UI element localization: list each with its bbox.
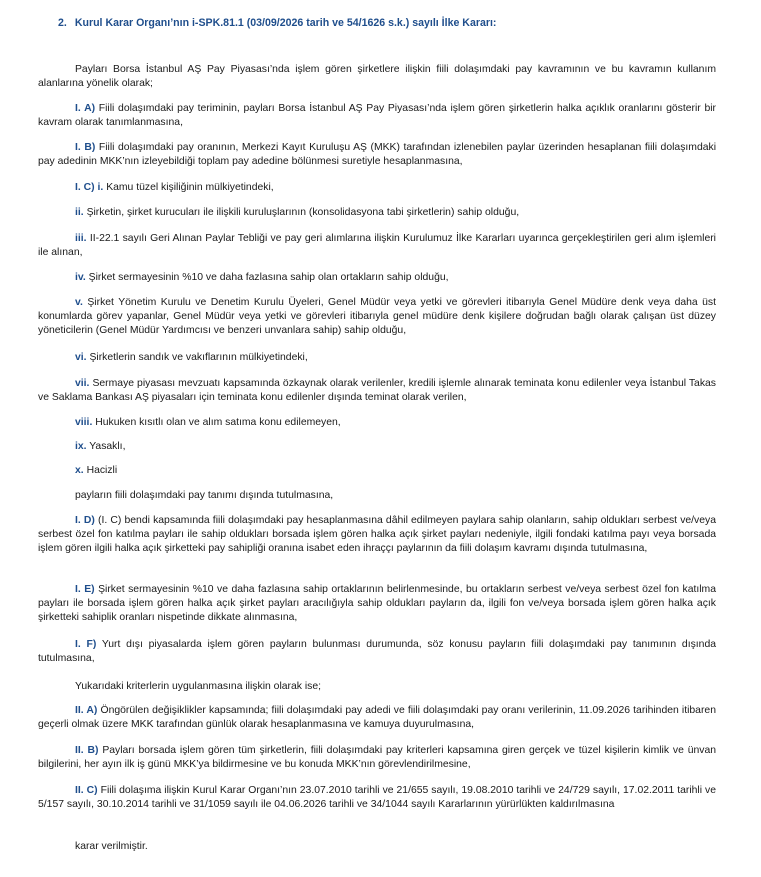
item-label: ix. xyxy=(75,441,87,452)
item-text: Kamu tüzel kişiliğinin mülkiyetindeki, xyxy=(106,182,274,193)
item-text: Şirketlerin sandık ve vakıflarının mülkiyetindeki, xyxy=(89,352,308,363)
item-label: viii. xyxy=(75,417,93,428)
item-text: Fiili dolaşıma ilişkin Kurul Karar Organı’nın 23.07.2010 tarihli ve 21/655 sayılı, 19.08.2010 tarihli ve 24/729 sayılı, 17.02.2011 tarihli ve 5/157 sayılı, 30.10.2014 tarihli ve 31/1059 sayılı ile 04.06.2026 tarihli ve 34/1044 sayılı Kararlarının yürürlükten kaldırılmasına xyxy=(38,785,716,810)
item-label: x. xyxy=(75,465,84,476)
item-text: Sermaye piyasası mevzuatı kapsamında özkaynak olarak verilenler, kredili işlemle alınarak teminata konu edilenler veya İstanbul Takas ve Saklama Bankası AŞ piyasaları için teminata konu edilenler dışında teminat olarak verilen, xyxy=(38,378,717,403)
item-text: Öngörülen değişiklikler kapsamında; fiili dolaşımdaki pay adedi ve fiili dolaşımdaki pay oranı verilerinin, 11.09.2026 tarihinden itibaren geçerli olmak üzere MKK tarafından günlük olarak hesaplanmasına ve kamuya duyurulmasına, xyxy=(38,705,716,730)
item-ID xyxy=(38,514,716,556)
item-vi xyxy=(75,351,308,365)
item-text: II-22.1 sayılı Geri Alınan Paylar Tebliği ve pay geri alımlarına ilişkin Kurulumuz İlke Kararları uyarınca gerçekleştirilen geri alım işlemleri ile alınan, xyxy=(38,233,716,258)
intro-paragraph: Payları Borsa İstanbul AŞ Pay Piyasası’nda işlem gören şirketlere ilişkin fiili dolaşımdaki pay kavramının ve bu kavramın kullanım alanlarına yönelik olarak; xyxy=(38,64,716,89)
item-text: (I. C) bendi kapsamında fiili dolaşımdaki pay hesaplanmasına dâhil edilmeyen paylara sahip olanların, sahip oldukları serbest ve/veya serbest özel fon katılma payları ile sahip oldukları borsada işlem gören halka açık şirket payları nedeniyle, ilgili fondaki katılma payı veya borsada işlem gören ilgili halka açık şirketteki pay sahipliği oranına isabet eden ihraççı paylarının da fiili dolaşım kavramı dışında tutulmasına, xyxy=(38,515,717,554)
item-label: vi. xyxy=(75,352,87,363)
item-iii xyxy=(38,232,716,260)
item-text: Hukuken kısıtlı olan ve alım satıma konu edilemeyen, xyxy=(95,417,341,428)
item-IIB xyxy=(38,744,716,772)
item-label: iii. xyxy=(75,233,87,244)
item-text: Şirketin, şirket kurucuları ile ilişkili kuruluşlarının (konsolidasyona tabi şirketlerin) sahip olduğu, xyxy=(86,207,520,218)
closing-line: karar verilmiştir. xyxy=(75,841,148,852)
item-text: Şirket sermayesinin %10 ve daha fazlasına sahip ortaklarının belirlenmesinde, bu ortakların serbest ve/veya serbest özel fon katılma payları ile borsada işlem gören halka açık şirket payları aracılığıyla sahip oldukları payların da, ilgili fon ve/veya borsada işlem gören halka açık şirketteki sahiplik oranları nispetinde dikkate alınmasına, xyxy=(38,584,716,623)
item-label: I. A) xyxy=(75,103,96,114)
item-text: Fiili dolaşımdaki pay oranının, Merkezi Kayıt Kuruluşu AŞ (MKK) tarafından izlenebilen paylar üzerinden hesaplanan fiili dolaşımdaki pay adedinin MKK’nın izleyebildiği toplam pay adedine bölünmesi suretiyle hesaplanmasına, xyxy=(38,142,717,167)
item-ix xyxy=(75,440,125,454)
section-heading xyxy=(58,17,496,29)
item-label: II. C) xyxy=(75,785,98,796)
item-viii xyxy=(75,416,341,430)
item-label: v. xyxy=(75,297,83,308)
item-IC-i xyxy=(75,181,274,195)
item-text: Şirket sermayesinin %10 ve daha fazlasına sahip olan ortakların sahip olduğu, xyxy=(88,272,449,283)
item-text: Yurt dışı piyasalarda işlem gören payların bulunması durumunda, söz konusu payların fiili dolaşımdaki pay tanımının dışında tutulmasına, xyxy=(38,639,716,664)
item-label: I. B) xyxy=(75,142,96,153)
after-x-line: payların fiili dolaşımdaki pay tanımı dışında tutulmasına, xyxy=(75,490,334,501)
section-title: Kurul Karar Organı’nın i-SPK.81.1 (03/09/2026 tarih ve 54/1626 s.k.) sayılı İlke Kararı: xyxy=(74,17,497,29)
item-vii xyxy=(38,377,716,405)
item-text: Yasaklı, xyxy=(89,441,126,452)
item-text: Fiili dolaşımdaki pay teriminin, payları Borsa İstanbul AŞ Pay Piyasası’nda işlem gören şirketlerin halka açıklık oranlarını gösterir bir kavram olarak tanımlanmasına, xyxy=(38,103,717,128)
item-label: iv. xyxy=(75,272,86,283)
item-IF xyxy=(38,638,716,666)
item-x xyxy=(75,464,117,478)
item-IIC xyxy=(38,784,716,812)
item-iv xyxy=(75,271,449,285)
item-IA xyxy=(38,102,716,130)
item-IE xyxy=(38,583,716,625)
item-label: I. F) xyxy=(75,639,97,650)
item-ii xyxy=(75,206,519,220)
item-IIA xyxy=(38,704,716,732)
section-number: 2. xyxy=(58,17,67,29)
item-label: I. C) i. xyxy=(75,182,104,193)
item-label: II. B) xyxy=(75,745,99,756)
item-text: Şirket Yönetim Kurulu ve Denetim Kurulu Üyeleri, Genel Müdür veya yetki ve görevleri itibarıyla Genel Müdüre denk veya daha üst konumlarda görev yapanlar, Genel Müdür veya yetki ve görevleri itibarıyla genel müdüre denk kişilere doğrudan bağlı olarak çalışan üst düzey yöneticilerin (Genel Müdür Yardımcısı ve benzeri unvanlara sahip) sahip olduğu, xyxy=(38,297,716,336)
item-text: Hacizli xyxy=(86,465,118,476)
item-label: I. D) xyxy=(75,515,95,526)
item-label: I. E) xyxy=(75,584,95,595)
item-IB xyxy=(38,141,716,169)
item-text: Payları borsada işlem gören tüm şirketlerin, fiili dolaşımdaki pay kriterleri kapsamına giren gerçek ve tüzel kişilerin kimlik ve ünvan bilgilerini, her ayın ilk iş günü MKK’ya bildirmesine ve bu konuda MKK’nın görevlendirilmesine, xyxy=(38,745,716,770)
criteria-line: Yukarıdaki kriterlerin uygulanmasına ilişkin olarak ise; xyxy=(75,681,322,692)
item-label: vii. xyxy=(75,378,90,389)
item-label: II. A) xyxy=(75,705,98,716)
item-label: ii. xyxy=(75,207,84,218)
item-v xyxy=(38,296,716,338)
